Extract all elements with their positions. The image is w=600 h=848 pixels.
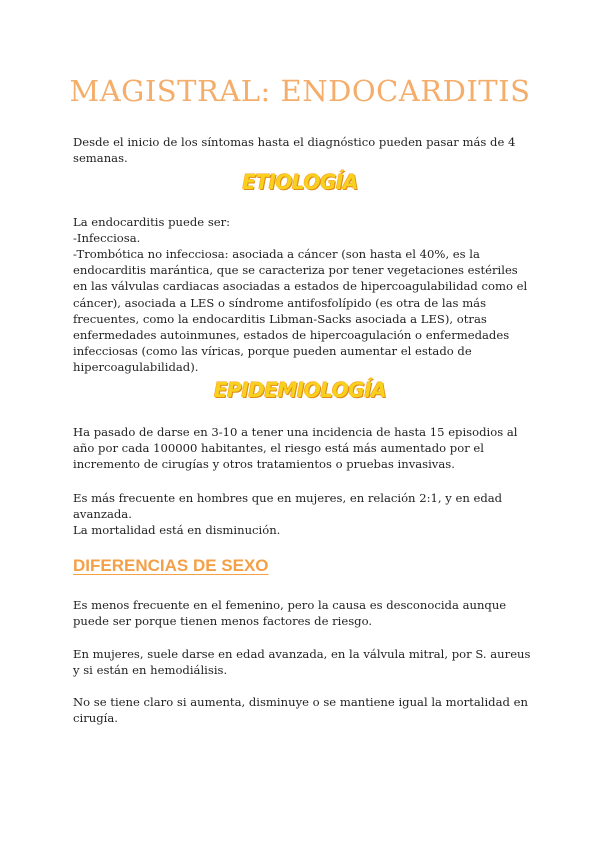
epidemiologia-paragraph-2: Es más frecuente en hombres que en mujeres, en relación 2:1, y en edad avanzada. — [73, 491, 503, 522]
epidemiologia-paragraph-1: Ha pasado de darse en 3-10 a tener una incidencia de hasta 15 episodios al año por cada 100000 habitantes, el riesgo está más aumentado por el incremento de cirugías y otros tratamientos o pruebas invasivas. — [73, 425, 518, 472]
etiologia-line-1: La endocarditis puede ser: — [73, 215, 231, 229]
etiologia-line-3: -Trombótica no infecciosa: asociada a cáncer (son hasta el 40%, es la endocarditis marántica, que se caracteriza por tener vegetaciones estériles en las válvulas cardiacas asociadas a estados de hipercoagulabilidad como el cáncer), asociada a LES o síndrome antifosfolípido (es otra de las más frecuentes, como la endocarditis Libman-Sacks asociada a LES), otras enfermedades autoinmunes, estados de hipercoagulación o enfermedades infecciosas (como las víricas, porque pueden aumentar el estado de hipercoagulabilidad). — [73, 247, 528, 375]
etiologia-heading: ETIOLOGÍA — [242, 170, 358, 194]
diferencias-sexo-heading: DIFERENCIAS DE SEXO — [73, 556, 269, 575]
document-title: MAGISTRAL: ENDOCARDITIS — [69, 74, 531, 108]
epidemiologia-paragraph-3: La mortalidad está en disminución. — [73, 523, 281, 537]
intro-paragraph: Desde el inicio de los síntomas hasta el diagnóstico pueden pasar más de 4 semanas. — [73, 135, 516, 166]
epidemiologia-heading: EPIDEMIOLOGÍA — [213, 378, 387, 402]
sexo-paragraph-2: En mujeres, suele darse en edad avanzada, en la válvula mitral, por S. aureus y si están en hemodiálisis. — [73, 647, 531, 678]
sexo-paragraph-3: No se tiene claro si aumenta, disminuye o se mantiene igual la mortalidad en cirugía. — [73, 695, 528, 726]
etiologia-line-2: -Infecciosa. — [73, 231, 141, 245]
sexo-paragraph-1: Es menos frecuente en el femenino, pero la causa es desconocida aunque puede ser porque tienen menos factores de riesgo. — [73, 598, 507, 629]
